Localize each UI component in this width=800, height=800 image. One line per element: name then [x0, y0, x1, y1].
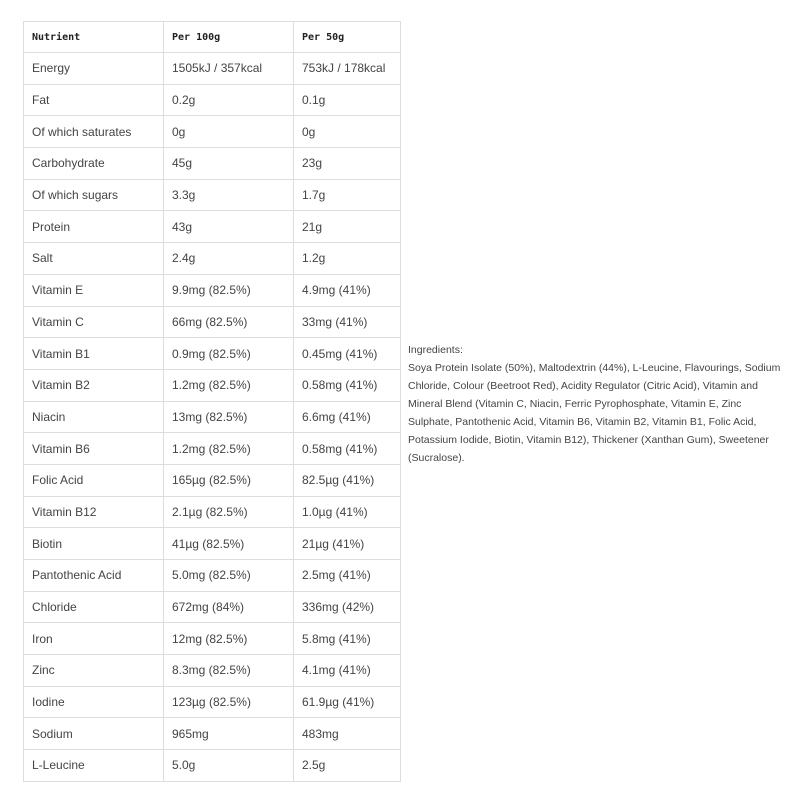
per-50g-cell: 0.58mg (41%)	[294, 433, 401, 465]
ingredients-title: Ingredients:	[408, 344, 463, 356]
per-50g-cell: 2.5mg (41%)	[294, 560, 401, 592]
nutrient-cell: Fat	[24, 84, 164, 116]
per-100g-cell: 0.2g	[164, 84, 294, 116]
nutrient-cell: Iodine	[24, 686, 164, 718]
table-row	[24, 243, 401, 275]
nutrient-cell: Of which saturates	[24, 116, 164, 148]
per-100g-cell: 66mg (82.5%)	[164, 306, 294, 338]
header-per-100g: Per 100g	[164, 22, 294, 53]
per-100g-cell: 8.3mg (82.5%)	[164, 655, 294, 687]
per-50g-cell: 483mg	[294, 718, 401, 750]
nutrient-cell: Vitamin C	[24, 306, 164, 338]
nutrient-cell: Biotin	[24, 528, 164, 560]
table-row	[24, 116, 401, 148]
nutrient-cell: Zinc	[24, 655, 164, 687]
per-50g-cell: 0g	[294, 116, 401, 148]
per-50g-cell: 1.7g	[294, 179, 401, 211]
per-50g-cell: 753kJ / 178kcal	[294, 53, 401, 85]
table-row	[24, 750, 401, 782]
table-row	[24, 591, 401, 623]
header-nutrient: Nutrient	[24, 22, 164, 53]
nutrient-cell: Vitamin B1	[24, 338, 164, 370]
per-50g-cell: 4.9mg (41%)	[294, 274, 401, 306]
table-row	[24, 401, 401, 433]
nutrient-cell: Energy	[24, 53, 164, 85]
per-50g-cell: 4.1mg (41%)	[294, 655, 401, 687]
nutrient-cell: Vitamin B6	[24, 433, 164, 465]
table-body	[24, 53, 401, 782]
per-50g-cell: 82.5µg (41%)	[294, 464, 401, 496]
per-50g-cell: 23g	[294, 148, 401, 180]
per-100g-cell: 2.1µg (82.5%)	[164, 496, 294, 528]
per-100g-cell: 5.0mg (82.5%)	[164, 560, 294, 592]
nutrient-cell: Of which sugars	[24, 179, 164, 211]
nutrient-cell: Folic Acid	[24, 464, 164, 496]
nutrient-cell: Vitamin E	[24, 274, 164, 306]
table-row	[24, 84, 401, 116]
per-100g-cell: 5.0g	[164, 750, 294, 782]
per-100g-cell: 12mg (82.5%)	[164, 623, 294, 655]
per-50g-cell: 33mg (41%)	[294, 306, 401, 338]
table-row	[24, 369, 401, 401]
per-100g-cell: 9.9mg (82.5%)	[164, 274, 294, 306]
per-50g-cell: 336mg (42%)	[294, 591, 401, 623]
per-100g-cell: 13mg (82.5%)	[164, 401, 294, 433]
table-row	[24, 211, 401, 243]
per-100g-cell: 45g	[164, 148, 294, 180]
nutrient-cell: Salt	[24, 243, 164, 275]
table-row	[24, 528, 401, 560]
table-row	[24, 338, 401, 370]
nutrient-cell: Protein	[24, 211, 164, 243]
per-100g-cell: 165µg (82.5%)	[164, 464, 294, 496]
per-50g-cell: 0.58mg (41%)	[294, 369, 401, 401]
table-row	[24, 464, 401, 496]
ingredients-text: Soya Protein Isolate (50%), Maltodextrin (44%), L-Leucine, Flavourings, Sodium Chloride, Colour (Beetroot Red), Acidity Regulator (Citric Acid), Vitamin and Mineral Blend (Vitamin C, Niacin, Ferric Pyrophosphate, Vitamin E, Zinc Sulphate, Pantothenic Acid, Vitamin B6, Vitamin B2, Vitamin B1, Folic Acid, Potassium Iodide, Biotin, Vitamin B12), Thickener (Xanthan Gum), Sweetener (Sucralose).	[408, 362, 781, 464]
table-row	[24, 53, 401, 85]
table-row	[24, 148, 401, 180]
nutrient-cell: Pantothenic Acid	[24, 560, 164, 592]
per-100g-cell: 2.4g	[164, 243, 294, 275]
per-50g-cell: 6.6mg (41%)	[294, 401, 401, 433]
per-100g-cell: 672mg (84%)	[164, 591, 294, 623]
per-50g-cell: 61.9µg (41%)	[294, 686, 401, 718]
per-50g-cell: 2.5g	[294, 750, 401, 782]
per-50g-cell: 5.8mg (41%)	[294, 623, 401, 655]
table-row	[24, 433, 401, 465]
table-row	[24, 686, 401, 718]
table-row	[24, 179, 401, 211]
nutrient-cell: Carbohydrate	[24, 148, 164, 180]
per-100g-cell: 3.3g	[164, 179, 294, 211]
nutrition-table	[23, 21, 401, 782]
per-100g-cell: 41µg (82.5%)	[164, 528, 294, 560]
nutrient-cell: Niacin	[24, 401, 164, 433]
per-100g-cell: 43g	[164, 211, 294, 243]
per-50g-cell: 21g	[294, 211, 401, 243]
table-row	[24, 718, 401, 750]
nutrient-cell: Vitamin B2	[24, 369, 164, 401]
table-row	[24, 623, 401, 655]
table-row	[24, 560, 401, 592]
ingredients-panel	[408, 341, 783, 467]
per-50g-cell: 1.2g	[294, 243, 401, 275]
per-50g-cell: 1.0µg (41%)	[294, 496, 401, 528]
nutrient-cell: Iron	[24, 623, 164, 655]
per-100g-cell: 0.9mg (82.5%)	[164, 338, 294, 370]
per-100g-cell: 965mg	[164, 718, 294, 750]
per-50g-cell: 0.45mg (41%)	[294, 338, 401, 370]
nutrient-cell: Chloride	[24, 591, 164, 623]
table-row	[24, 306, 401, 338]
per-100g-cell: 0g	[164, 116, 294, 148]
per-100g-cell: 123µg (82.5%)	[164, 686, 294, 718]
per-50g-cell: 0.1g	[294, 84, 401, 116]
table-header-row	[24, 22, 401, 53]
table-row	[24, 496, 401, 528]
nutrient-cell: L-Leucine	[24, 750, 164, 782]
table-row	[24, 655, 401, 687]
header-per-50g: Per 50g	[294, 22, 401, 53]
per-100g-cell: 1505kJ / 357kcal	[164, 53, 294, 85]
per-100g-cell: 1.2mg (82.5%)	[164, 369, 294, 401]
table-row	[24, 274, 401, 306]
per-50g-cell: 21µg (41%)	[294, 528, 401, 560]
per-100g-cell: 1.2mg (82.5%)	[164, 433, 294, 465]
nutrient-cell: Vitamin B12	[24, 496, 164, 528]
nutrient-cell: Sodium	[24, 718, 164, 750]
